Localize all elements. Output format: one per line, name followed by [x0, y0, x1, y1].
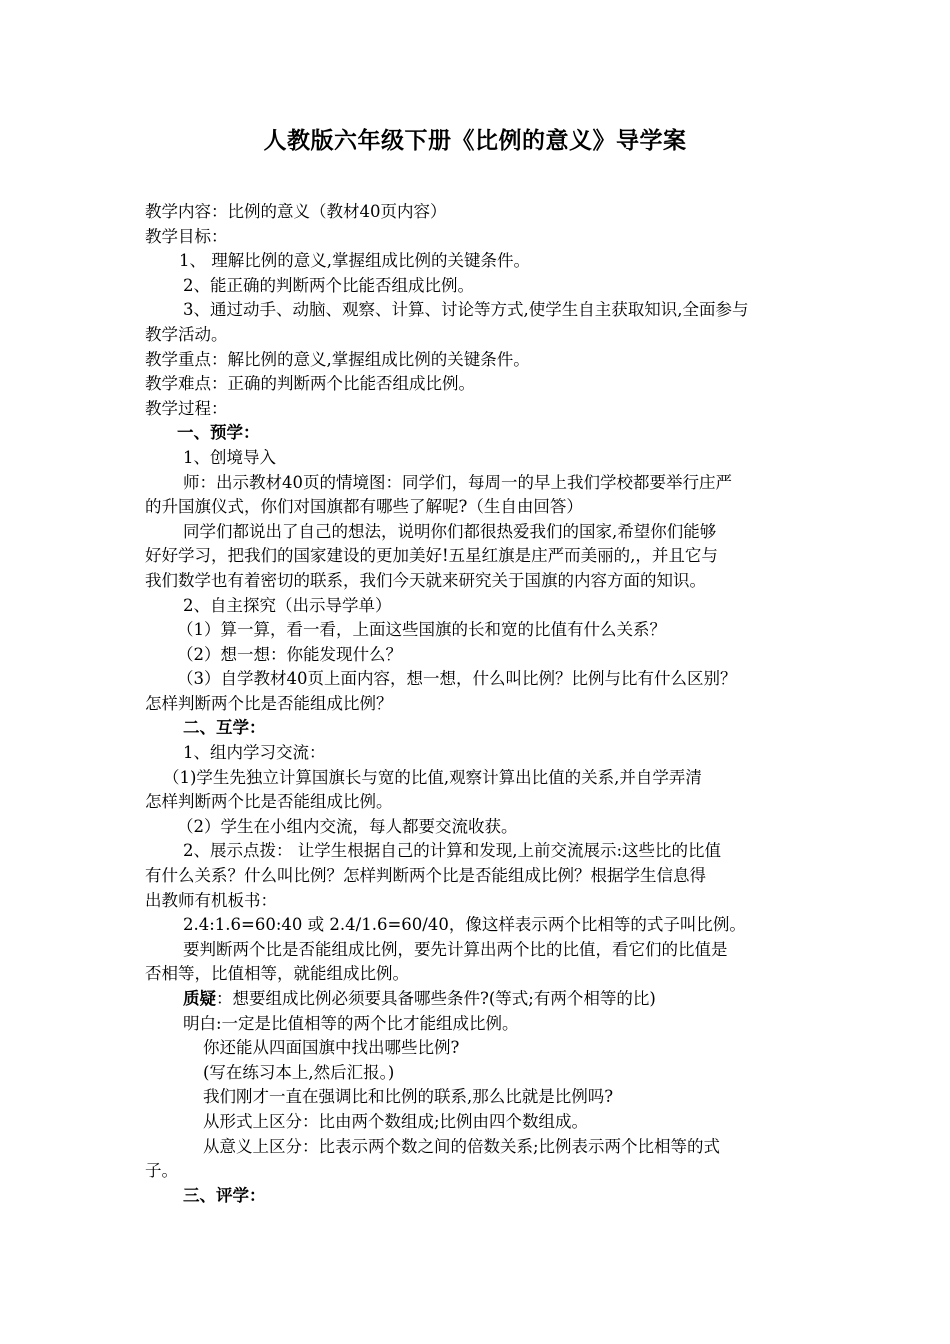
text-line: 出教师有机板书：: [145, 890, 277, 910]
question-text: ：想要组成比例必须要具备哪些条件?(等式;有两个相等的比): [216, 989, 656, 1008]
text-line: 从意义上区分：比表示两个数之间的倍数关系;比例表示两个比相等的式: [203, 1136, 721, 1156]
text-line: [145, 987, 810, 1012]
text-line: 教学重点：解比例的意义,掌握组成比例的关键条件。: [145, 349, 530, 369]
text-line: 3、通过动手、动脑、观察、计算、讨论等方式,使学生自主获取知识,全面参与: [183, 300, 749, 320]
text-line: 好好学习，把我们的国家建设的更加美好!五星红旗是庄严而美丽的,，并且它与: [145, 546, 718, 566]
text-line: 你还能从四面国旗中找出哪些比例?: [203, 1038, 460, 1058]
text-line: 教学目标：: [145, 226, 228, 246]
text-line: 教学过程：: [145, 398, 228, 418]
text-line: 从形式上区分：比由两个数组成;比例由四个数组成。: [203, 1111, 589, 1131]
text-line: 教学活动。: [145, 324, 228, 344]
text-line: 教学难点：正确的判断两个比能否组成比例。: [145, 374, 475, 394]
question-label: 质疑: [183, 989, 216, 1008]
text-line: 二、互学：: [183, 718, 266, 738]
text-line: 2、能正确的判断两个比能否组成比例。: [183, 275, 474, 295]
text-line: 一、预学：: [177, 423, 260, 443]
document-body: [145, 200, 810, 1208]
text-line: 2、自主探究（出示导学单）: [183, 595, 392, 615]
text-line: 要判断两个比是否能组成比例，要先计算出两个比的比值，看它们的比值是: [183, 939, 728, 959]
text-line: 我们数学也有着密切的联系，我们今天就来研究关于国旗的内容方面的知识。: [145, 570, 706, 590]
text-line: 1、组内学习交流：: [183, 743, 326, 763]
text-line: 师：出示教材40页的情境图：同学们，每周一的早上我们学校都要举行庄严: [183, 472, 732, 492]
text-line: 子。: [145, 1161, 178, 1181]
text-line: 同学们都说出了自己的想法，说明你们都很热爱我们的国家,希望你们能够: [183, 521, 717, 541]
text-line: 我们刚才一直在强调比和比例的联系,那么比就是比例吗?: [203, 1087, 614, 1107]
text-line: （2）学生在小组内交流，每人都要交流收获。: [177, 816, 518, 836]
text-line: 1、 理解比例的意义,掌握组成比例的关键条件。: [179, 251, 530, 271]
text-line: (写在练习本上,然后汇报。): [203, 1062, 395, 1082]
text-line: （3）自学教材40页上面内容，想一想，什么叫比例？比例与比有什么区别？: [177, 669, 737, 689]
text-line: 有什么关系？什么叫比例？怎样判断两个比是否能组成比例？根据学生信息得: [145, 866, 706, 886]
text-line: 明白:一定是比值相等的两个比才能组成比例。: [183, 1013, 519, 1033]
text-line: 三、评学：: [183, 1185, 266, 1205]
text-line: （1)学生先独立计算国旗长与宽的比值,观察计算出比值的关系,并自学弄清: [163, 767, 702, 787]
text-line: 怎样判断两个比是否能组成比例。: [145, 792, 393, 812]
text-line: 怎样判断两个比是否能组成比例？: [145, 693, 393, 713]
text-line: 的升国旗仪式，你们对国旗都有哪些了解呢?（生自由回答）: [145, 497, 583, 517]
text-line: （2）想一想：你能发现什么？: [177, 644, 402, 664]
text-line: 2、展示点拨： 让学生根据自己的计算和发现,上前交流展示:这些比的比值: [183, 841, 722, 861]
text-line: 1、创境导入: [183, 447, 276, 467]
text-line: 否相等，比值相等，就能组成比例。: [145, 964, 409, 984]
text-line: 2.4:1.6=60:40 或 2.4/1.6=60/40，像这样表示两个比相等的式子叫比例。: [183, 915, 746, 935]
text-line: （1）算一算，看一看，上面这些国旗的长和宽的比值有什么关系？: [177, 620, 666, 640]
document-title: 人教版六年级下册《比例的意义》导学案: [263, 128, 687, 154]
text-line: 教学内容：比例的意义（教材40页内容）: [145, 202, 447, 221]
